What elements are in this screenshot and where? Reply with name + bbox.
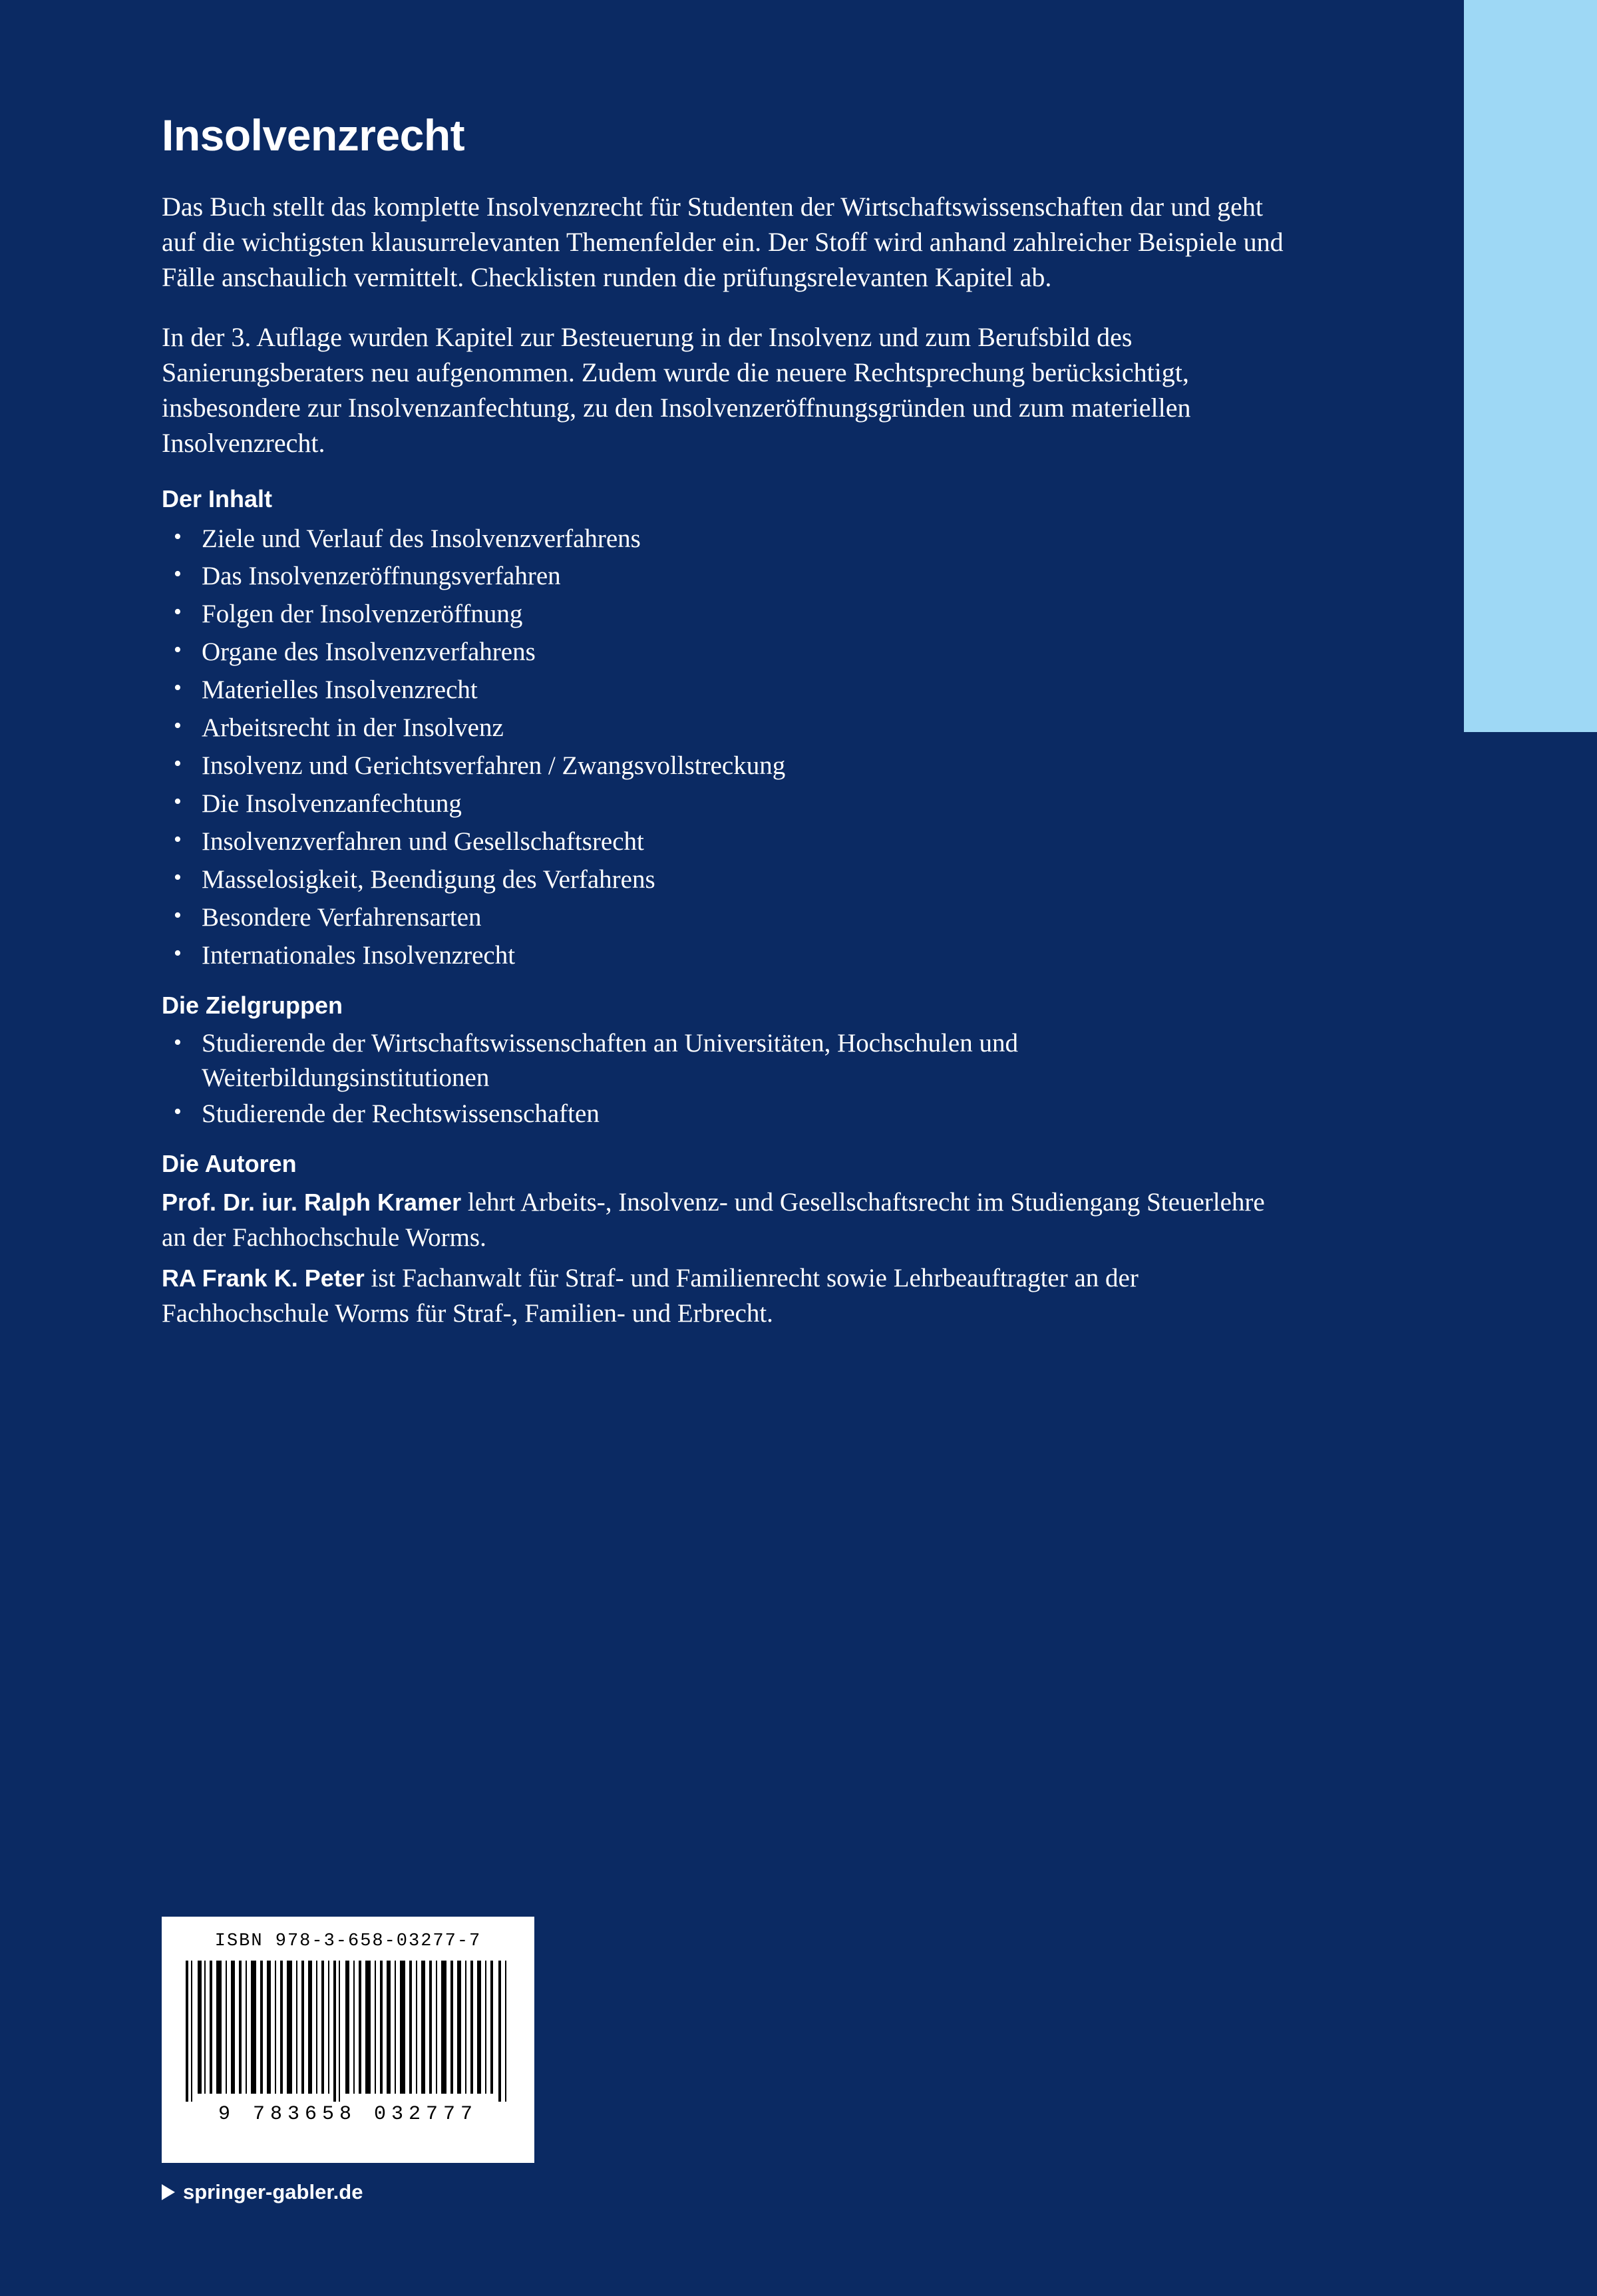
list-item: • Materielles Insolvenzrecht	[162, 671, 1293, 709]
accent-bar	[1464, 0, 1597, 732]
author-name: Prof. Dr. iur. Ralph Kramer	[162, 1188, 462, 1216]
publisher-label: springer-gabler.de	[183, 2180, 363, 2203]
list-item: • Besondere Verfahrensarten	[162, 899, 1293, 937]
list-item: • Studierende der Rechtswissenschaften	[162, 1095, 1293, 1133]
triangle-icon	[162, 2184, 175, 2200]
author-entry	[162, 1260, 1293, 1331]
target-group-list	[162, 1026, 1293, 1133]
list-item: • Internationales Insolvenzrecht	[162, 937, 1293, 975]
contents-heading: Der Inhalt	[162, 485, 273, 513]
list-item: • Ziele und Verlauf des Insolvenzverfahrens	[162, 520, 1293, 558]
list-item: • Studierende der Wirtschaftswissenschaften an Universitäten, Hochschulen und Weiterbildungsinstitutionen	[162, 1026, 1293, 1095]
author-bio: lehrt Arbeits-, Insolvenz- und Gesellschaftsrecht im Studiengang Steuerlehre an der Fachhochschule Worms.	[162, 1187, 1265, 1252]
authors-heading: Die Autoren	[162, 1149, 297, 1177]
page-title: Insolvenzrecht	[162, 110, 465, 160]
author-name: RA Frank K. Peter	[162, 1264, 365, 1292]
author-entry	[162, 1185, 1293, 1255]
list-item: • Organe des Insolvenzverfahrens	[162, 634, 1293, 671]
description-paragraph-1: Das Buch stellt das komplette Insolvenzrecht für Studenten der Wirtschaftswissenschaften dar und geht auf die wichtigsten klausurrelevanten Themenfelder ein. Der Stoff wird anhand zahlreicher Beispiele und Fälle anschaulich vermittelt. Checklisten runden die prüfungsrelevanten Kapitel ab.	[162, 192, 1284, 293]
list-item: • Arbeitsrecht in der Insolvenz	[162, 709, 1293, 747]
publisher-imprint[interactable]	[162, 2180, 534, 2204]
barcode-icon	[183, 1961, 513, 2102]
isbn-label: ISBN 978-3-658-03277-7	[214, 1931, 482, 1951]
list-item: • Folgen der Insolvenzeröffnung	[162, 596, 1293, 634]
description-paragraph-2: In der 3. Auflage wurden Kapitel zur Besteuerung in der Insolvenz und zum Berufsbild des Sanierungsberaters neu aufgenommen. Zudem wurde die neuere Rechtsprechung berücksichtigt, insbesondere zur Insolvenzanfechtung, zu den Insolvenzeröffnungsgründen und zum materiellen Insolvenzrecht.	[162, 321, 1191, 459]
list-item: • Die Insolvenzanfechtung	[162, 785, 1293, 823]
list-item: • Das Insolvenzeröffnungsverfahren	[162, 558, 1293, 596]
contents-list	[162, 520, 1293, 975]
barcode-block	[162, 1917, 534, 2204]
barcode-digits: 9 783658 032777	[218, 2103, 478, 2126]
list-item: • Insolvenzverfahren und Gesellschaftsrecht	[162, 823, 1293, 861]
barcode-box	[162, 1917, 534, 2163]
list-item: • Insolvenz und Gerichtsverfahren / Zwangsvollstreckung	[162, 747, 1293, 785]
target-group-heading: Die Zielgruppen	[162, 991, 343, 1019]
authors-list	[162, 1185, 1293, 1331]
list-item: • Masselosigkeit, Beendigung des Verfahrens	[162, 861, 1293, 899]
author-bio: ist Fachanwalt für Straf- und Familienrecht sowie Lehrbeauftragter an der Fachhochschule Worms für Straf-, Familien- und Erbrecht.	[162, 1263, 1139, 1328]
cover-content	[162, 110, 1293, 1336]
